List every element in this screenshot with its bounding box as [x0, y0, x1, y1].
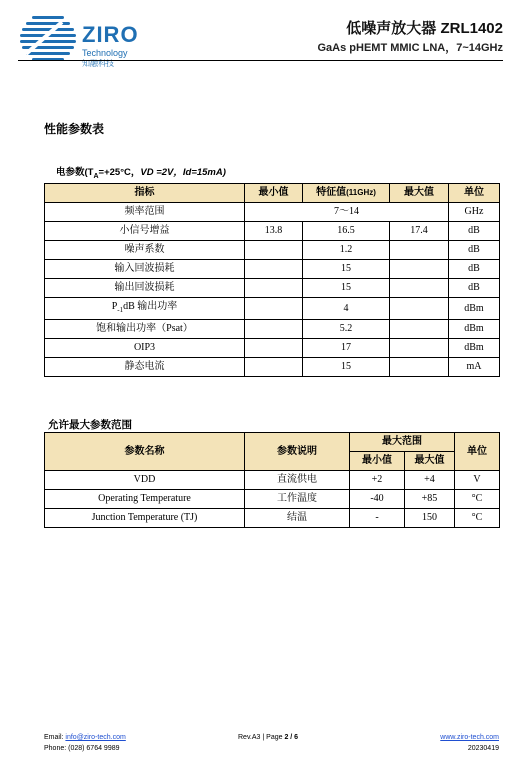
cell-typ: 15 [303, 279, 390, 298]
col-typ [303, 184, 390, 203]
cell-min [245, 241, 303, 260]
cell-param: 饱和输出功率（Psat） [45, 320, 245, 339]
performance-table [44, 183, 500, 377]
cell-unit: dBm [449, 339, 500, 358]
cell-typ: 7～14 [245, 203, 449, 222]
cell-param: 输入回波损耗 [45, 260, 245, 279]
cell-typ: 15 [303, 260, 390, 279]
footer-date: 20230419 [467, 745, 499, 752]
col-typ-freq: (11GHz) [346, 188, 376, 197]
cell-param [45, 298, 245, 320]
cell-param: 频率范围 [45, 203, 245, 222]
col-max-range: 最大范围 [350, 433, 455, 452]
test-conditions-temp: =+25°C， [98, 167, 141, 178]
test-conditions [56, 164, 226, 180]
cell-min [245, 339, 303, 358]
cell-param: 静态电流 [45, 358, 245, 377]
cell-typ: 17 [303, 339, 390, 358]
cell-max [390, 320, 449, 339]
col-unit: 单位 [449, 184, 500, 203]
cell-desc: 直流供电 [245, 471, 350, 490]
table-row [45, 222, 500, 241]
col-param-name: 参数名称 [45, 433, 245, 471]
cell-max: 150 [405, 509, 455, 528]
absmax-header-row [45, 433, 500, 452]
test-conditions-label: 电参数( [56, 167, 88, 178]
cell-unit: °C [455, 509, 500, 528]
footer-page-info [238, 734, 298, 741]
cell-min [245, 358, 303, 377]
brand-name: ZIRO [82, 22, 139, 47]
document-subtitle: GaAs pHEMT MMIC LNA，7~14GHz [317, 42, 503, 54]
cell-min [245, 279, 303, 298]
cell-typ: 4 [303, 298, 390, 320]
cell-name: Operating Temperature [45, 490, 245, 509]
document-title: 低噪声放大器 ZRL1402 [346, 20, 503, 37]
col-typ-label: 特征值 [316, 187, 347, 198]
cell-unit: °C [455, 490, 500, 509]
logo-globe-icon [18, 10, 78, 66]
cell-param: 输出回波损耗 [45, 279, 245, 298]
p1db-subscript: -1 [117, 306, 124, 314]
table-row [45, 358, 500, 377]
cell-desc: 工作温度 [245, 490, 350, 509]
cell-max: +4 [405, 471, 455, 490]
col-min: 最小值 [350, 452, 405, 471]
absmax-heading: 允许最大参数范围 [48, 419, 132, 431]
table-row [45, 203, 500, 222]
col-min: 最小值 [245, 184, 303, 203]
website-link[interactable]: www.ziro-tech.com [440, 734, 499, 741]
test-conditions-ta: T [87, 167, 94, 178]
p1db-symbol: P [111, 301, 118, 312]
cell-unit: dB [449, 279, 500, 298]
cell-max [390, 260, 449, 279]
cell-min [245, 320, 303, 339]
cell-name: VDD [45, 471, 245, 490]
brand-chinese-name: 知融科技 [82, 59, 114, 68]
cell-param: 噪声系数 [45, 241, 245, 260]
table-row [45, 471, 500, 490]
footer-email-label: Email: [44, 734, 66, 741]
cell-max [390, 298, 449, 320]
cell-min [245, 260, 303, 279]
footer-website [440, 734, 499, 741]
cell-unit: dB [449, 222, 500, 241]
cell-max [390, 279, 449, 298]
cell-unit: dB [449, 241, 500, 260]
cell-typ: 5.2 [303, 320, 390, 339]
footer-page-number: 2 / 6 [284, 734, 299, 741]
test-conditions-bias: VD =2V，Id=15mA) [140, 167, 226, 178]
cell-unit: mA [449, 358, 500, 377]
table-row [45, 298, 500, 320]
col-max: 最大值 [390, 184, 449, 203]
performance-header-row [45, 184, 500, 203]
test-conditions-ta-sub: A [93, 172, 99, 180]
cell-max [390, 358, 449, 377]
col-unit: 单位 [455, 433, 500, 471]
col-parameter: 指标 [45, 184, 245, 203]
cell-unit: GHz [449, 203, 500, 222]
cell-param: OIP3 [45, 339, 245, 358]
cell-desc: 结温 [245, 509, 350, 528]
cell-min: +2 [350, 471, 405, 490]
brand-subtitle: Technology [82, 48, 128, 58]
table-row [45, 320, 500, 339]
cell-min: -40 [350, 490, 405, 509]
cell-typ: 15 [303, 358, 390, 377]
cell-max: 17.4 [390, 222, 449, 241]
cell-min [245, 298, 303, 320]
table-row [45, 279, 500, 298]
cell-min: - [350, 509, 405, 528]
col-param-desc: 参数说明 [245, 433, 350, 471]
footer-revision: Rev.A3 | Page [238, 734, 285, 741]
cell-unit: dBm [449, 298, 500, 320]
cell-name: Junction Temperature (TJ) [45, 509, 245, 528]
col-max: 最大值 [405, 452, 455, 471]
table-row [45, 490, 500, 509]
cell-typ: 16.5 [303, 222, 390, 241]
footer-email [44, 734, 126, 741]
cell-max [390, 241, 449, 260]
performance-heading: 性能参数表 [44, 122, 105, 136]
cell-min: 13.8 [245, 222, 303, 241]
table-row [45, 260, 500, 279]
cell-param: 小信号增益 [45, 222, 245, 241]
cell-max [390, 339, 449, 358]
cell-unit: dB [449, 260, 500, 279]
cell-unit: V [455, 471, 500, 490]
cell-unit: dBm [449, 320, 500, 339]
header-divider [18, 60, 503, 61]
table-row [45, 509, 500, 528]
p1db-label: dB 输出功率 [123, 301, 178, 312]
email-link[interactable]: info@ziro-tech.com [65, 734, 126, 741]
company-logo [18, 10, 158, 70]
table-row [45, 339, 500, 358]
footer-phone: Phone: (028) 6764 9989 [44, 745, 120, 752]
absmax-table [44, 432, 500, 528]
cell-max: +85 [405, 490, 455, 509]
cell-typ: 1.2 [303, 241, 390, 260]
table-row [45, 241, 500, 260]
